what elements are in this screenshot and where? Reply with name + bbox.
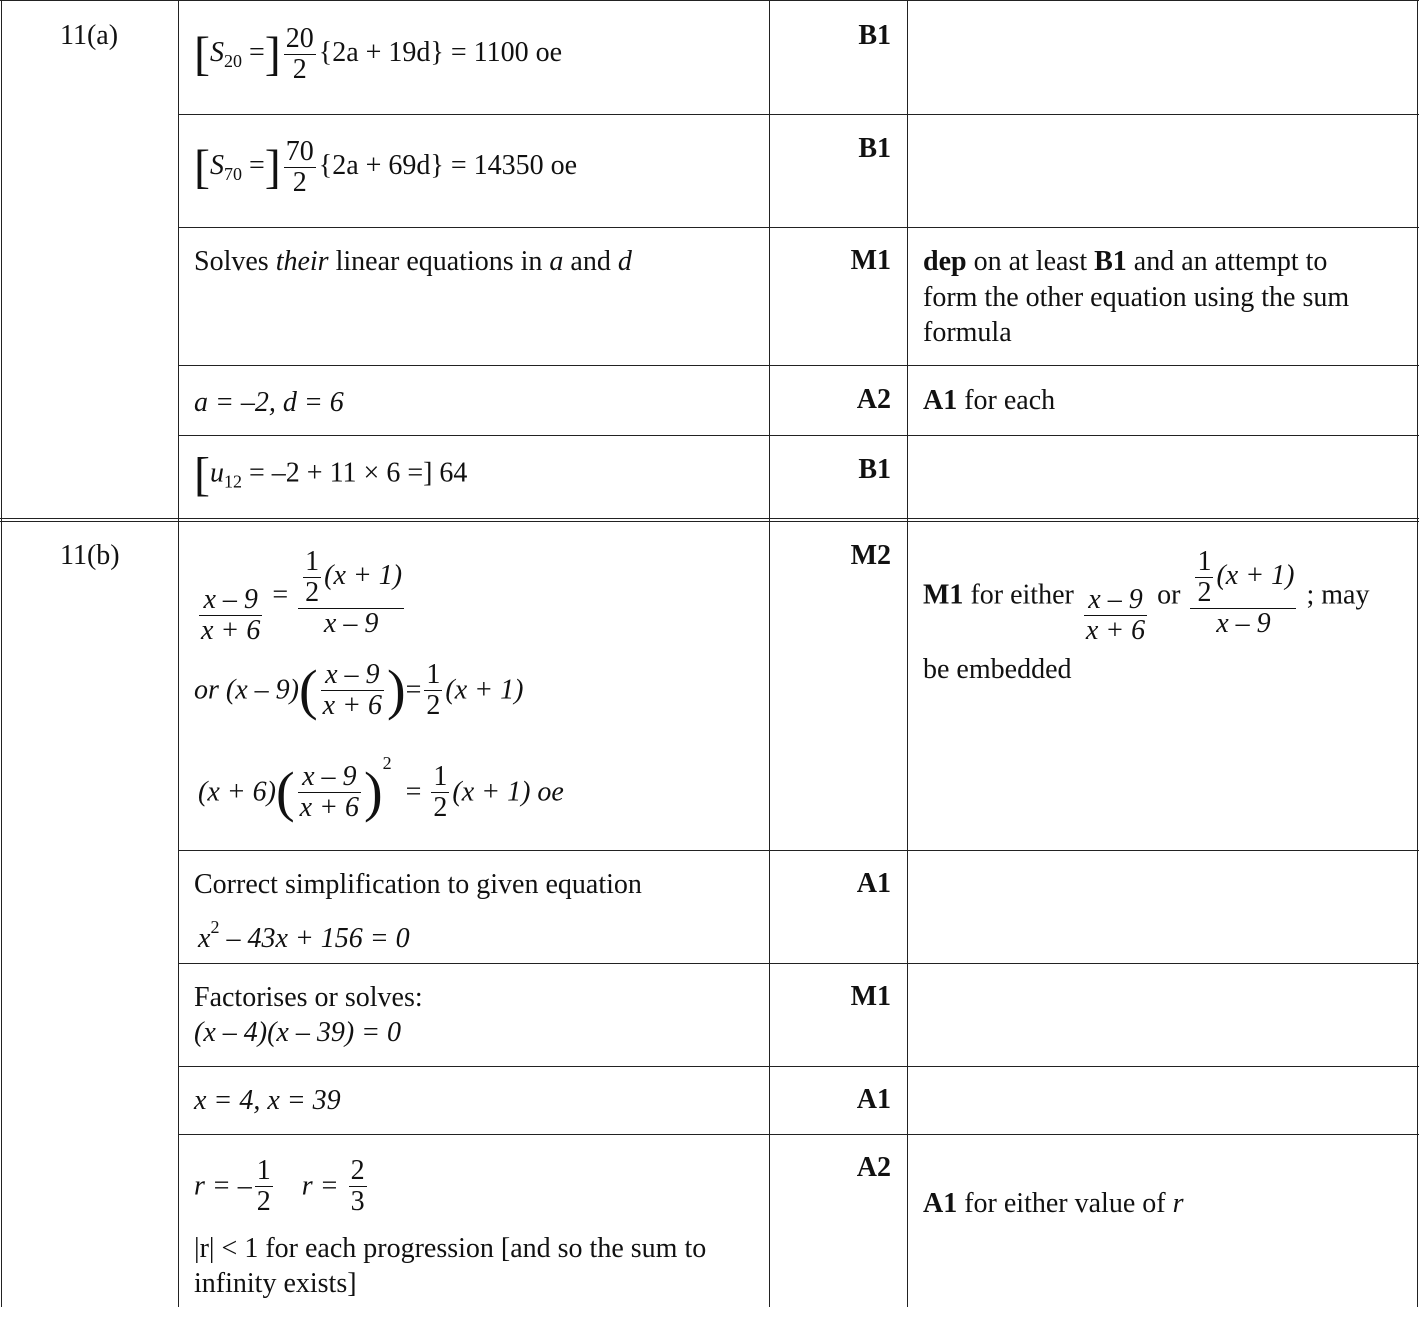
rule	[1417, 0, 1418, 1307]
answer-u12: [$u_{12} = -2 + 11 \times 6$ =] 64	[194, 448, 468, 501]
convergence-text: infinity exists]	[194, 1268, 357, 1299]
rule	[0, 521, 1419, 522]
guidance-note: dep on at least B1 and an attempt to	[923, 246, 1328, 277]
equation-2: or (x – 9)( $\frac{x - 9}{x + 6}$ )= $\frac{1}{2}$ (x + 1)	[194, 659, 524, 722]
rule	[178, 0, 179, 1307]
rule	[907, 0, 908, 1307]
answer-s20: [$S_{20}$ =] $\frac{20}{2}$ {2a + 19d} = 1100 oe	[194, 23, 563, 85]
rule	[0, 518, 1419, 519]
question-label: 11(a)	[60, 20, 119, 51]
mark: M1	[850, 245, 891, 276]
equation-3: (x + 6)( $\frac{x - 9}{x + 6}$ )$^2$ = $\frac{1}{2}$ (x + 1) oe	[198, 753, 564, 824]
rule	[178, 114, 1419, 115]
guidance-note: M1 for either $\frac{x - 9}{x + 6}$ or $\frac{1}{2}$ (x + 1) x – 9 ; may	[923, 546, 1370, 646]
rule	[1, 0, 2, 1307]
guidance-note: be embedded	[923, 654, 1072, 685]
answer-r: r = – $\frac{1}{2}$ r = $\frac{2}{3}$	[194, 1155, 365, 1217]
mark: A2	[856, 384, 891, 415]
factorise-text: Factorises or solves:	[194, 982, 423, 1013]
rule	[178, 435, 1419, 436]
rule	[178, 365, 1419, 366]
rule	[178, 963, 1419, 964]
answer-solves: Solves their linear equations in a and d	[194, 246, 632, 277]
convergence-text: |r| < 1 for each progression [and so the sum to	[194, 1233, 707, 1264]
guidance-note: A1 for either value of r	[923, 1188, 1184, 1219]
mark: A1	[856, 1084, 891, 1115]
rule	[178, 227, 1419, 228]
simplification-text: Correct simplification to given equation	[194, 869, 642, 900]
rule	[178, 1134, 1419, 1135]
answer-s70: [$S_{70}$ =] $\frac{70}{2}$ {2a + 69d} = 14350 oe	[194, 136, 578, 198]
mark: A2	[856, 1152, 891, 1183]
equation-1: $\frac{x - 9}{x + 6}$ = $\frac{1}{2}$ (x + 1) x – 9	[201, 546, 403, 646]
answer-x: x = 4, x = 39	[194, 1085, 341, 1116]
guidance-note: A1 for each	[923, 385, 1056, 416]
mark: B1	[858, 20, 891, 51]
rule	[178, 850, 1419, 851]
guidance-note: form the other equation using the sum	[923, 282, 1350, 313]
mark: A1	[856, 868, 891, 899]
mark: B1	[858, 133, 891, 164]
rule	[769, 0, 770, 1307]
question-label: 11(b)	[60, 540, 120, 571]
mark: M2	[850, 540, 891, 571]
rule	[178, 1066, 1419, 1067]
mark: M1	[850, 981, 891, 1012]
given-equation: $x^2 - 43x + 156 = 0$	[198, 917, 410, 954]
mark: B1	[858, 454, 891, 485]
guidance-note: formula	[923, 317, 1012, 348]
rule	[0, 0, 1419, 1]
answer-a-d: a = –2, d = 6	[194, 387, 344, 418]
factorised-equation: (x – 4)(x – 39) = 0	[194, 1017, 402, 1048]
